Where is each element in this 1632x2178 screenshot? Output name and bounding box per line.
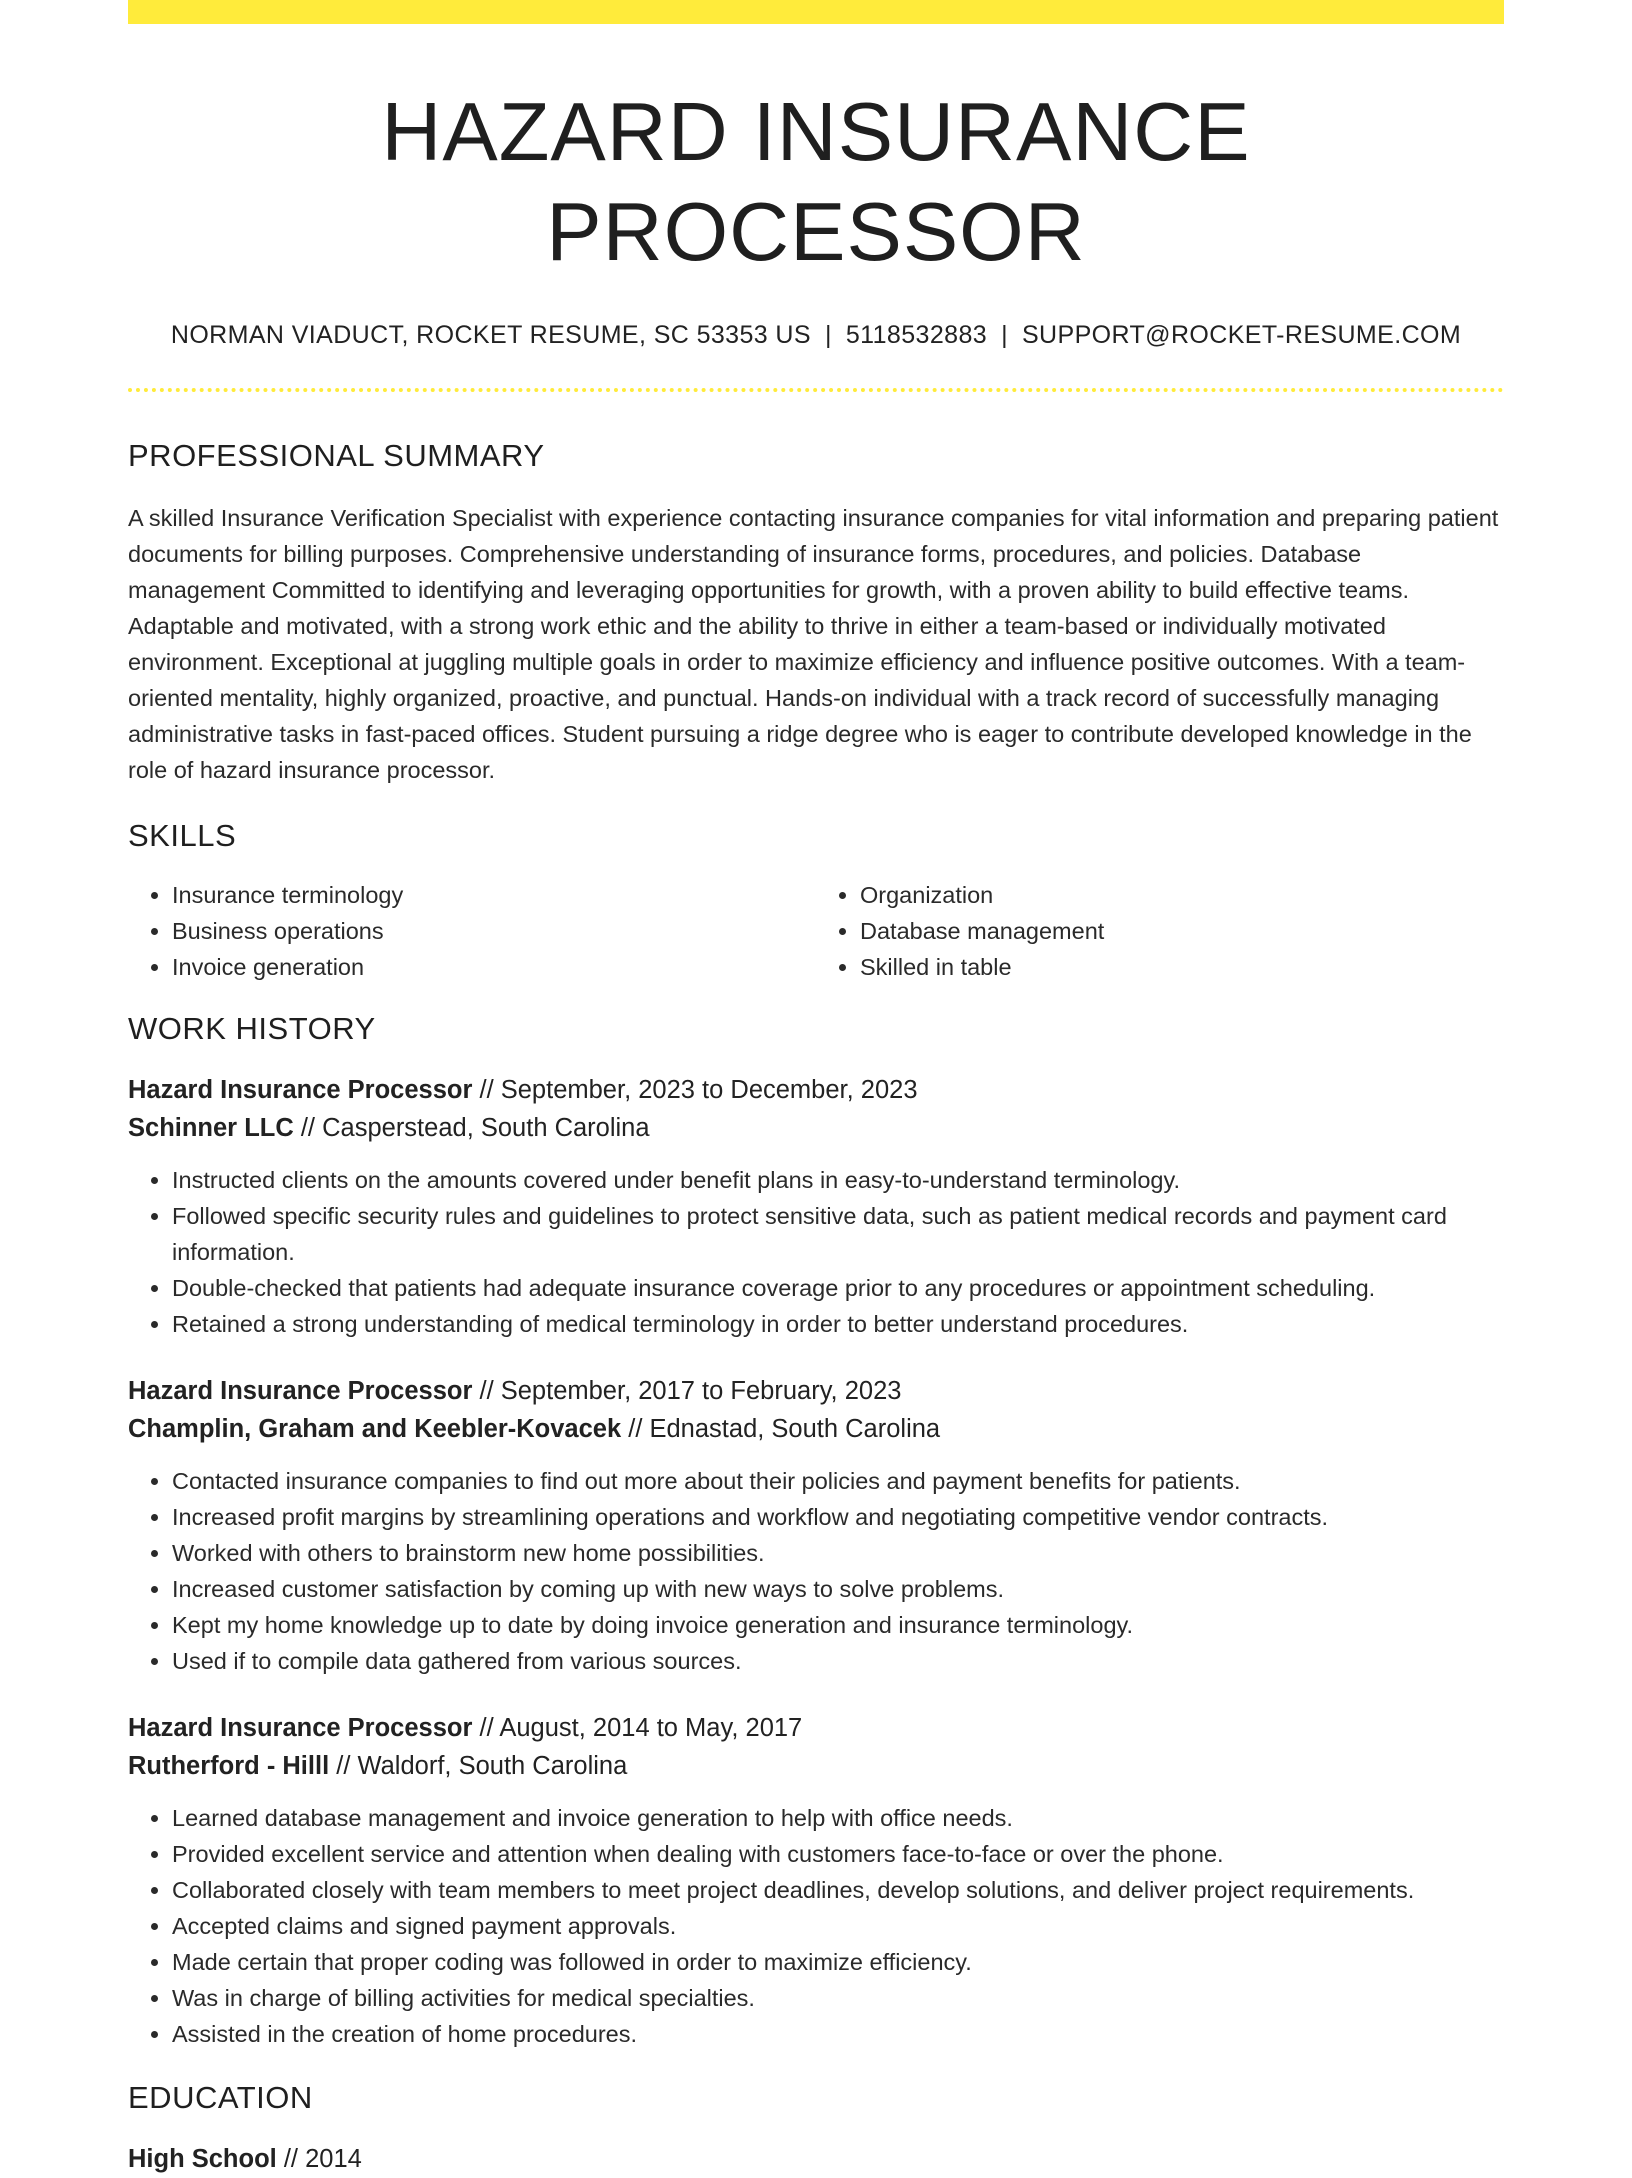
skill-item: • Business operations xyxy=(172,913,816,949)
resume-page xyxy=(128,0,1504,2178)
education-entry xyxy=(128,2140,1504,2178)
job-bullet: • Increased customer satisfaction by coming up with new ways to solve problems. xyxy=(172,1571,1504,1607)
summary-heading: PROFESSIONAL SUMMARY xyxy=(128,438,545,474)
job-bullets xyxy=(128,1162,1504,1342)
contact-email: SUPPORT@ROCKET-RESUME.COM xyxy=(1021,321,1462,350)
job-bullet: • Contacted insurance companies to find out more about their policies and payment benefits for patients. xyxy=(172,1463,1504,1499)
skill-item: • Organization xyxy=(860,877,1504,913)
job-title: Hazard Insurance Processor xyxy=(128,1076,473,1105)
skills-heading: SKILLS xyxy=(128,818,237,854)
job-title-line xyxy=(128,1372,1504,1410)
job-bullet: • Instructed clients on the amounts covered under benefit plans in easy-to-understand terminology. xyxy=(172,1162,1504,1198)
job-company-line xyxy=(128,1747,1504,1785)
job-bullet: • Provided excellent service and attention when dealing with customers face-to-face or over the phone. xyxy=(172,1836,1504,1872)
contact-separator: | xyxy=(824,321,832,350)
dotted-divider xyxy=(128,388,1504,392)
skills-column-right xyxy=(816,877,1504,985)
work-history-heading: WORK HISTORY xyxy=(128,1011,376,1047)
job-company: Rutherford - Hilll xyxy=(128,1752,330,1781)
job-location: // Casperstead, South Carolina xyxy=(293,1114,650,1143)
education-heading: EDUCATION xyxy=(128,2080,313,2116)
job-company-line xyxy=(128,1109,1504,1147)
job-bullet: • Kept my home knowledge up to date by doing invoice generation and insurance terminology. xyxy=(172,1607,1504,1643)
job-title: Hazard Insurance Processor xyxy=(128,1714,473,1743)
job-title: Hazard Insurance Processor xyxy=(128,1377,473,1406)
job-entry xyxy=(128,1709,1504,2052)
job-title-line xyxy=(128,1709,1504,1747)
job-entry xyxy=(128,1372,1504,1679)
skill-item: • Database management xyxy=(860,913,1504,949)
job-location: // Ednastad, South Carolina xyxy=(621,1415,941,1444)
skill-item: • Invoice generation xyxy=(172,949,816,985)
job-company-line xyxy=(128,1410,1504,1448)
skills-list xyxy=(128,877,1504,985)
job-dates: // September, 2023 to December, 2023 xyxy=(472,1076,918,1105)
skills-column-left xyxy=(128,877,816,985)
summary-text: A skilled Insurance Verification Specialist with experience contacting insurance companies for vital information and preparing patient documents for billing purposes. Comprehensive understanding of insurance forms, procedures, and policies. Database management Committed to identifying and leveraging opportunities for growth, with a proven ability to build effective teams. Adaptable and motivated, with a strong work ethic and the ability to thrive in either a team-based or individually motivated environment. Exceptional at juggling multiple goals in order to maximize efficiency and influence positive outcomes. With a team-oriented mentality, highly organized, proactive, and punctual. Hands-on individual with a track record of successfully managing administrative tasks in fast-paced offices. Student pursuing a ridge degree who is eager to contribute developed knowledge in the role of hazard insurance processor. xyxy=(128,505,1499,784)
job-title-line xyxy=(128,1071,1504,1109)
job-bullet: • Accepted claims and signed payment approvals. xyxy=(172,1908,1504,1944)
job-bullet: • Assisted in the creation of home procedures. xyxy=(172,2016,1504,2052)
job-bullet: • Learned database management and invoice generation to help with office needs. xyxy=(172,1800,1504,1836)
job-bullet: • Double-checked that patients had adequate insurance coverage prior to any procedures or appointment scheduling. xyxy=(172,1270,1504,1306)
contact-line xyxy=(128,321,1504,350)
job-bullet: • Made certain that proper coding was followed in order to maximize efficiency. xyxy=(172,1944,1504,1980)
job-location: // Waldorf, South Carolina xyxy=(329,1752,628,1781)
job-bullet: • Retained a strong understanding of medical terminology in order to better understand procedures. xyxy=(172,1306,1504,1342)
education-school: High School xyxy=(128,2145,277,2174)
job-dates: // September, 2017 to February, 2023 xyxy=(472,1377,902,1406)
job-bullets xyxy=(128,1463,1504,1679)
education-year: // 2014 xyxy=(276,2145,362,2174)
job-company: Champlin, Graham and Keebler-Kovacek xyxy=(128,1415,622,1444)
job-bullet: • Increased profit margins by streamlining operations and workflow and negotiating competitive vendor contracts. xyxy=(172,1499,1504,1535)
skill-item: • Insurance terminology xyxy=(172,877,816,913)
contact-phone: 5118532883 xyxy=(845,321,988,350)
job-bullet: • Worked with others to brainstorm new home possibilities. xyxy=(172,1535,1504,1571)
job-bullet: • Collaborated closely with team members to meet project deadlines, develop solutions, and deliver project requirements. xyxy=(172,1872,1504,1908)
job-entry xyxy=(128,1071,1504,1342)
resume-title: HAZARD INSURANCE PROCESSOR xyxy=(381,85,1251,278)
job-bullet: • Used if to compile data gathered from various sources. xyxy=(172,1643,1504,1679)
contact-address: NORMAN VIADUCT, ROCKET RESUME, SC 53353 US xyxy=(170,321,811,350)
job-company: Schinner LLC xyxy=(128,1114,294,1143)
job-bullets xyxy=(128,1800,1504,2052)
job-bullet: • Was in charge of billing activities for medical specialties. xyxy=(172,1980,1504,2016)
contact-separator: | xyxy=(1001,321,1008,350)
job-bullet: • Followed specific security rules and guidelines to protect sensitive data, such as patient medical records and payment card information. xyxy=(172,1198,1504,1270)
accent-top-bar xyxy=(128,0,1504,24)
job-dates: // August, 2014 to May, 2017 xyxy=(472,1714,803,1743)
skill-item: • Skilled in table xyxy=(860,949,1504,985)
